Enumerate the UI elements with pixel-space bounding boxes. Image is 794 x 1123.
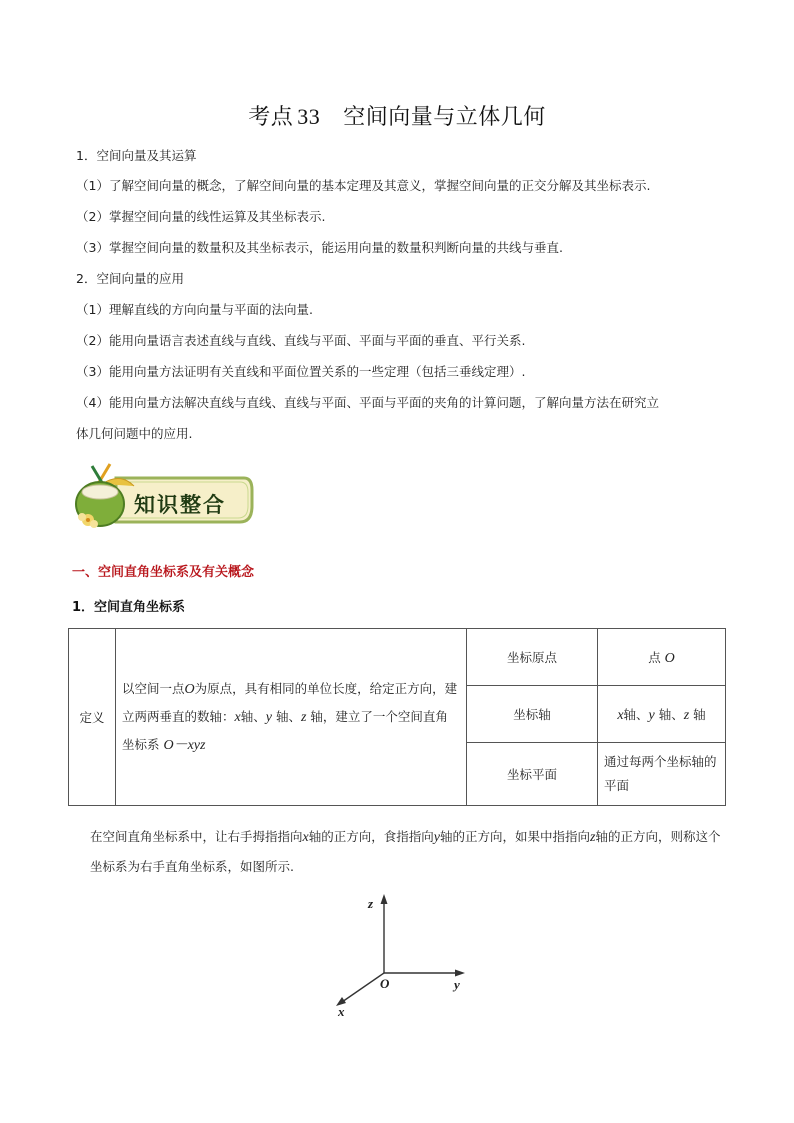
requirement-line: （2）掌握空间向量的线性运算及其坐标表示.	[76, 209, 326, 224]
table-value: 通过每两个坐标轴的平面	[598, 743, 726, 806]
subsection-heading: 1．空间直角坐标系	[72, 600, 186, 615]
definition-label: 定义	[69, 629, 116, 806]
table-term: 坐标轴	[467, 686, 598, 743]
right-hand-rule-paragraph: 在空间直角坐标系中，让右手拇指指向x轴的正方向，食指指向y轴的正方向，如果中指指向z轴的正方向，则称这个坐标系为右手直角坐标系，如图所示.	[90, 829, 721, 874]
requirement-line: 体几何问题中的应用.	[76, 426, 193, 441]
table-value: 点 O	[598, 629, 726, 686]
x-axis	[342, 973, 384, 1002]
knowledge-summary-badge	[72, 462, 254, 534]
badge-label: 知识整合	[134, 493, 226, 517]
z-arrow-icon	[381, 894, 388, 904]
requirement-line: 2．空间向量的应用	[76, 271, 184, 286]
requirement-line: （1）了解空间向量的概念，了解空间向量的基本定理及其意义，掌握空间向量的正交分解及其坐标表示.	[76, 178, 651, 193]
requirement-line: （1）理解直线的方向向量与平面的法向量.	[76, 302, 313, 317]
y-arrow-icon	[455, 970, 465, 977]
requirement-line: （3）能用向量方法证明有关直线和平面位置关系的一些定理（包括三垂线定理）.	[76, 364, 526, 379]
table-term: 坐标原点	[467, 629, 598, 686]
section-heading: 一、空间直角坐标系及有关概念	[72, 565, 255, 580]
definition-text: 以空间一点O为原点，具有相同的单位长度，给定正方向，建立两两垂直的数轴：x轴、y 轴、z 轴，建立了一个空间直角坐标系 O－xyz	[116, 629, 467, 806]
coordinate-system-table	[68, 628, 726, 806]
requirement-line: 1．空间向量及其运算	[76, 148, 197, 163]
axes-drawing	[324, 890, 474, 1020]
y-axis-label: y	[454, 977, 460, 992]
z-axis-label: z	[368, 896, 374, 911]
page-title: 考点 33 空间向量与立体几何	[248, 104, 546, 130]
requirement-line: （3）掌握空间向量的数量积及其坐标表示，能运用向量的数量积判断向量的共线与垂直.	[76, 240, 563, 255]
coordinate-axes-figure	[324, 890, 474, 1020]
origin-label: O	[380, 976, 390, 991]
table-value: x轴、y 轴、z 轴	[598, 686, 726, 743]
requirement-line: （4）能用向量方法解决直线与直线、直线与平面、平面与平面的夹角的计算问题，了解向量方法在研究立	[76, 395, 659, 410]
x-axis-label: x	[338, 1004, 345, 1019]
table-term: 坐标平面	[467, 743, 598, 806]
requirement-line: （2）能用向量语言表述直线与直线、直线与平面、平面与平面的垂直、平行关系.	[76, 333, 526, 348]
